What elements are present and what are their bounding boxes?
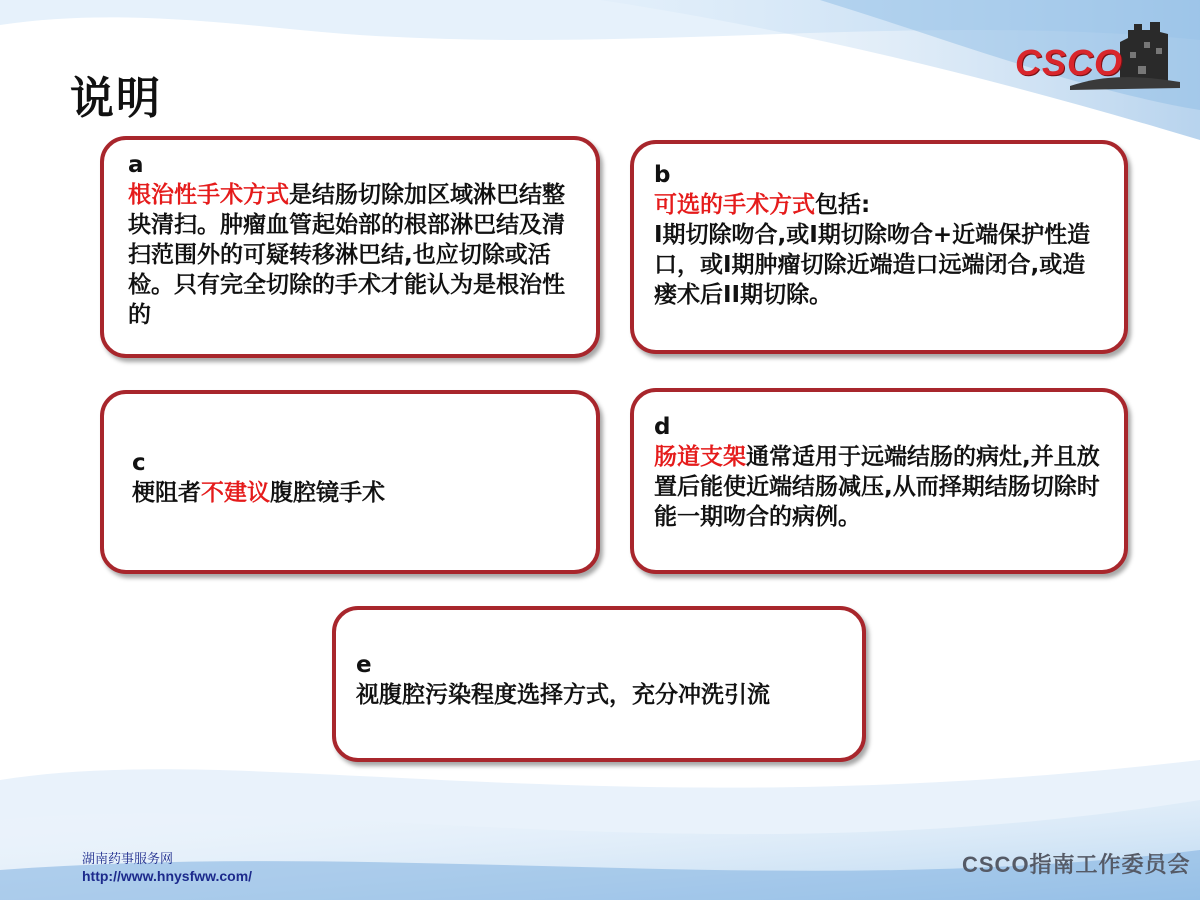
page-title: 说明 bbox=[70, 73, 162, 124]
card-highlight: 根治性手术方式 bbox=[128, 182, 289, 208]
card-text: 视腹腔污染程度选择方式，充分冲洗引流 bbox=[356, 682, 770, 708]
footer-source bbox=[82, 852, 252, 884]
note-card-e bbox=[332, 606, 866, 762]
footer-committee: CSCO指南工作委员会 bbox=[962, 852, 1191, 877]
card-highlight: 肠道支架 bbox=[654, 444, 746, 470]
card-text: 腹腔镜手术 bbox=[270, 480, 385, 506]
card-letter: b bbox=[654, 162, 671, 188]
note-card-b bbox=[630, 140, 1128, 354]
card-text: 是结肠切除加区域淋巴结整块清扫。肿瘤血管起始部的根部淋巴结及清扫范围外的可疑转移淋巴结,也应切除或活检。只有完全切除的手术才能认为是根治性的 bbox=[128, 182, 565, 328]
card-text-prefix: 梗阻者 bbox=[132, 480, 201, 506]
card-text: I期切除吻合,或I期切除吻合+近端保护性造口，或I期肿瘤切除近端造口远端闭合,或造瘘术后II期切除。 bbox=[654, 222, 1091, 308]
card-letter: d bbox=[654, 414, 671, 440]
card-highlight: 不建议 bbox=[201, 480, 270, 506]
card-letter: e bbox=[356, 652, 372, 678]
footer-url-link[interactable]: http://www.hnysfww.com/ bbox=[82, 868, 253, 884]
note-card-c bbox=[100, 390, 600, 574]
card-text-suffix: 包括: bbox=[815, 192, 871, 218]
csco-logo: CSCO bbox=[1015, 42, 1124, 83]
card-text: 通常适用于远端结肠的病灶,并且放置后能使近端结肠减压,从而择期结肠切除时能一期吻合的病例。 bbox=[654, 444, 1100, 530]
card-letter: c bbox=[132, 450, 146, 476]
footer-site-name: 湖南药事服务网 bbox=[82, 852, 174, 867]
note-card-a bbox=[100, 136, 600, 358]
card-letter: a bbox=[128, 152, 144, 178]
note-card-d bbox=[630, 388, 1128, 574]
card-highlight: 可选的手术方式 bbox=[654, 192, 815, 218]
